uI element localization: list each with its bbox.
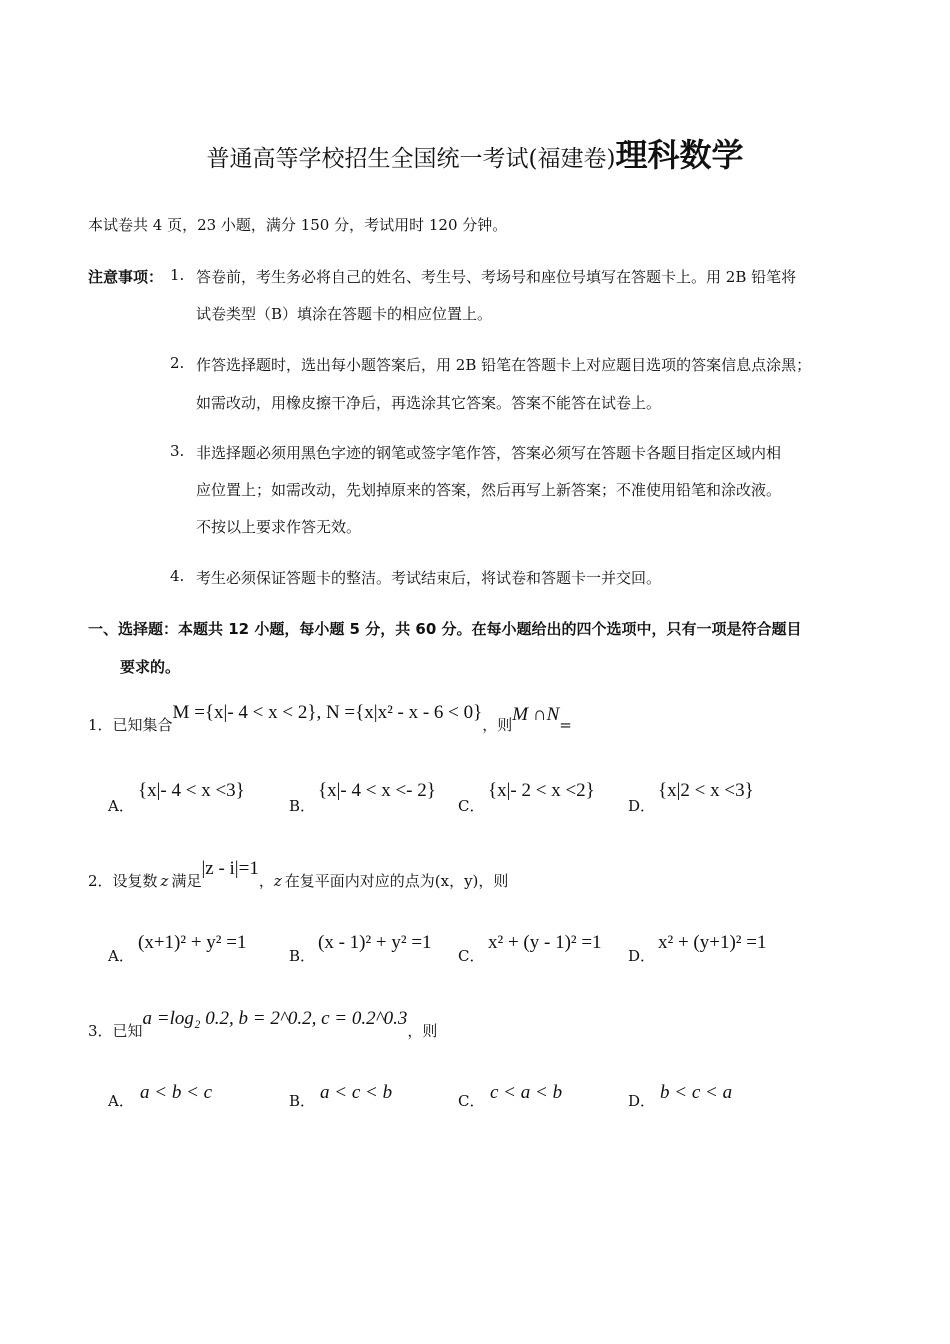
q2-option-b: (x - 1)² + y² =1 [318, 932, 432, 953]
question-2 [88, 858, 509, 890]
title-main: 普通高等学校招生全国统一考试(福建卷) [206, 146, 616, 172]
q1-option-d-label: D． [628, 797, 656, 815]
q3-option-d: b < c < a [660, 1082, 733, 1103]
q1-option-a-label: A． [108, 797, 134, 815]
q3-option-b: a < c < b [320, 1082, 393, 1103]
q3-option-b-label: B． [289, 1092, 316, 1110]
q1-formula-2: M ∩N [512, 704, 560, 725]
notice-item-2-line: 作答选择题时，选出每小题答案后，用 2B 铅笔在答题卡上对应题目选项的答案信息点涂黑； [196, 356, 812, 374]
q3-option-c: c < a < b [490, 1082, 563, 1103]
notice-item-4-num: 4. [170, 567, 185, 585]
q2-var-2: z [273, 872, 282, 890]
q1-option-c: {x|- 2 < x <2} [488, 780, 595, 801]
q3-formula: a =log₂ 0.2, b = 2^0.2, c = 0.2^0.3 [142, 1008, 408, 1029]
q2-var: z [160, 872, 169, 890]
notice-item-3-line: 应位置上；如需改动，先划掉原来的答案，然后再写上新答案；不准使用铅笔和涂改液。 [196, 481, 782, 499]
q2-mid: 满足 [171, 872, 202, 890]
q2-prefix: 2．设复数 [88, 872, 158, 890]
intro-text: 本试卷共 4 页，23 小题，满分 150 分，考试用时 120 分钟。 [88, 216, 508, 234]
notice-item-1-line: 试卷类型（B）填涂在答题卡的相应位置上。 [196, 305, 493, 323]
question-1 [88, 702, 572, 734]
q3-option-a-label: A． [108, 1092, 134, 1110]
notice-item-4-line: 考生必须保证答题卡的整洁。考试结束后，将试卷和答题卡一并交回。 [196, 569, 662, 587]
q2-option-d: x² + (y+1)² =1 [658, 932, 767, 953]
q1-option-b-label: B． [289, 797, 316, 815]
notice-item-1-line: 答卷前，考生务必将自己的姓名、考生号、考场号和座位号填写在答题卡上。用 2B 铅笔将 [196, 268, 797, 286]
q1-eq: = [559, 716, 572, 734]
q1-option-c-label: C． [458, 797, 485, 815]
q3-suffix: ，则 [407, 1022, 438, 1040]
q1-formula: M ={x|- 4 < x < 2}, N ={x|x² - x - 6 < 0} [172, 702, 483, 723]
q2-formula: |z - i|=1 [201, 858, 259, 879]
q1-prefix: 1．已知集合 [88, 716, 173, 734]
page-title [0, 130, 950, 176]
notice-label: 注意事项： [88, 268, 164, 286]
q3-prefix: 3．已知 [88, 1022, 143, 1040]
question-3 [88, 1008, 438, 1040]
notice-item-3-line: 非选择题必须用黑色字迹的钢笔或签字笔作答，答案必须写在答题卡各题目指定区域内相 [196, 444, 782, 462]
section-heading: 一、选择题：本题共 12 小题，每小题 5 分，共 60 分。在每小题给出的四个选项中，只有一项是符合题目 [88, 620, 802, 638]
q1-option-d: {x|2 < x <3} [658, 780, 754, 801]
q2-option-a: (x+1)² + y² =1 [138, 932, 247, 953]
title-subject: 理科数学 [615, 136, 744, 174]
q2-option-b-label: B． [289, 947, 316, 965]
q2-option-c-label: C． [458, 947, 485, 965]
q2-suffix: 在复平面内对应的点为(x，y)，则 [284, 872, 509, 890]
q2-mid-2: ， [258, 872, 274, 890]
notice-item-3-num: 3. [170, 442, 185, 460]
q3-option-c-label: C． [458, 1092, 485, 1110]
notice-item-1-num: 1. [170, 266, 185, 284]
q2-option-a-label: A． [108, 947, 134, 965]
notice-item-2-num: 2. [170, 354, 185, 372]
q3-option-d-label: D． [628, 1092, 656, 1110]
q1-option-a: {x|- 4 < x <3} [138, 780, 245, 801]
q1-middle: ，则 [482, 716, 513, 734]
section-heading-cont: 要求的。 [120, 658, 181, 676]
notice-item-2-line: 如需改动，用橡皮擦干净后，再选涂其它答案。答案不能答在试卷上。 [196, 394, 662, 412]
notice-item-3-line: 不按以上要求作答无效。 [196, 518, 362, 536]
q3-option-a: a < b < c [140, 1082, 213, 1103]
q1-option-b: {x|- 4 < x <- 2} [318, 780, 436, 801]
q2-option-d-label: D． [628, 947, 656, 965]
q2-option-c: x² + (y - 1)² =1 [488, 932, 602, 953]
